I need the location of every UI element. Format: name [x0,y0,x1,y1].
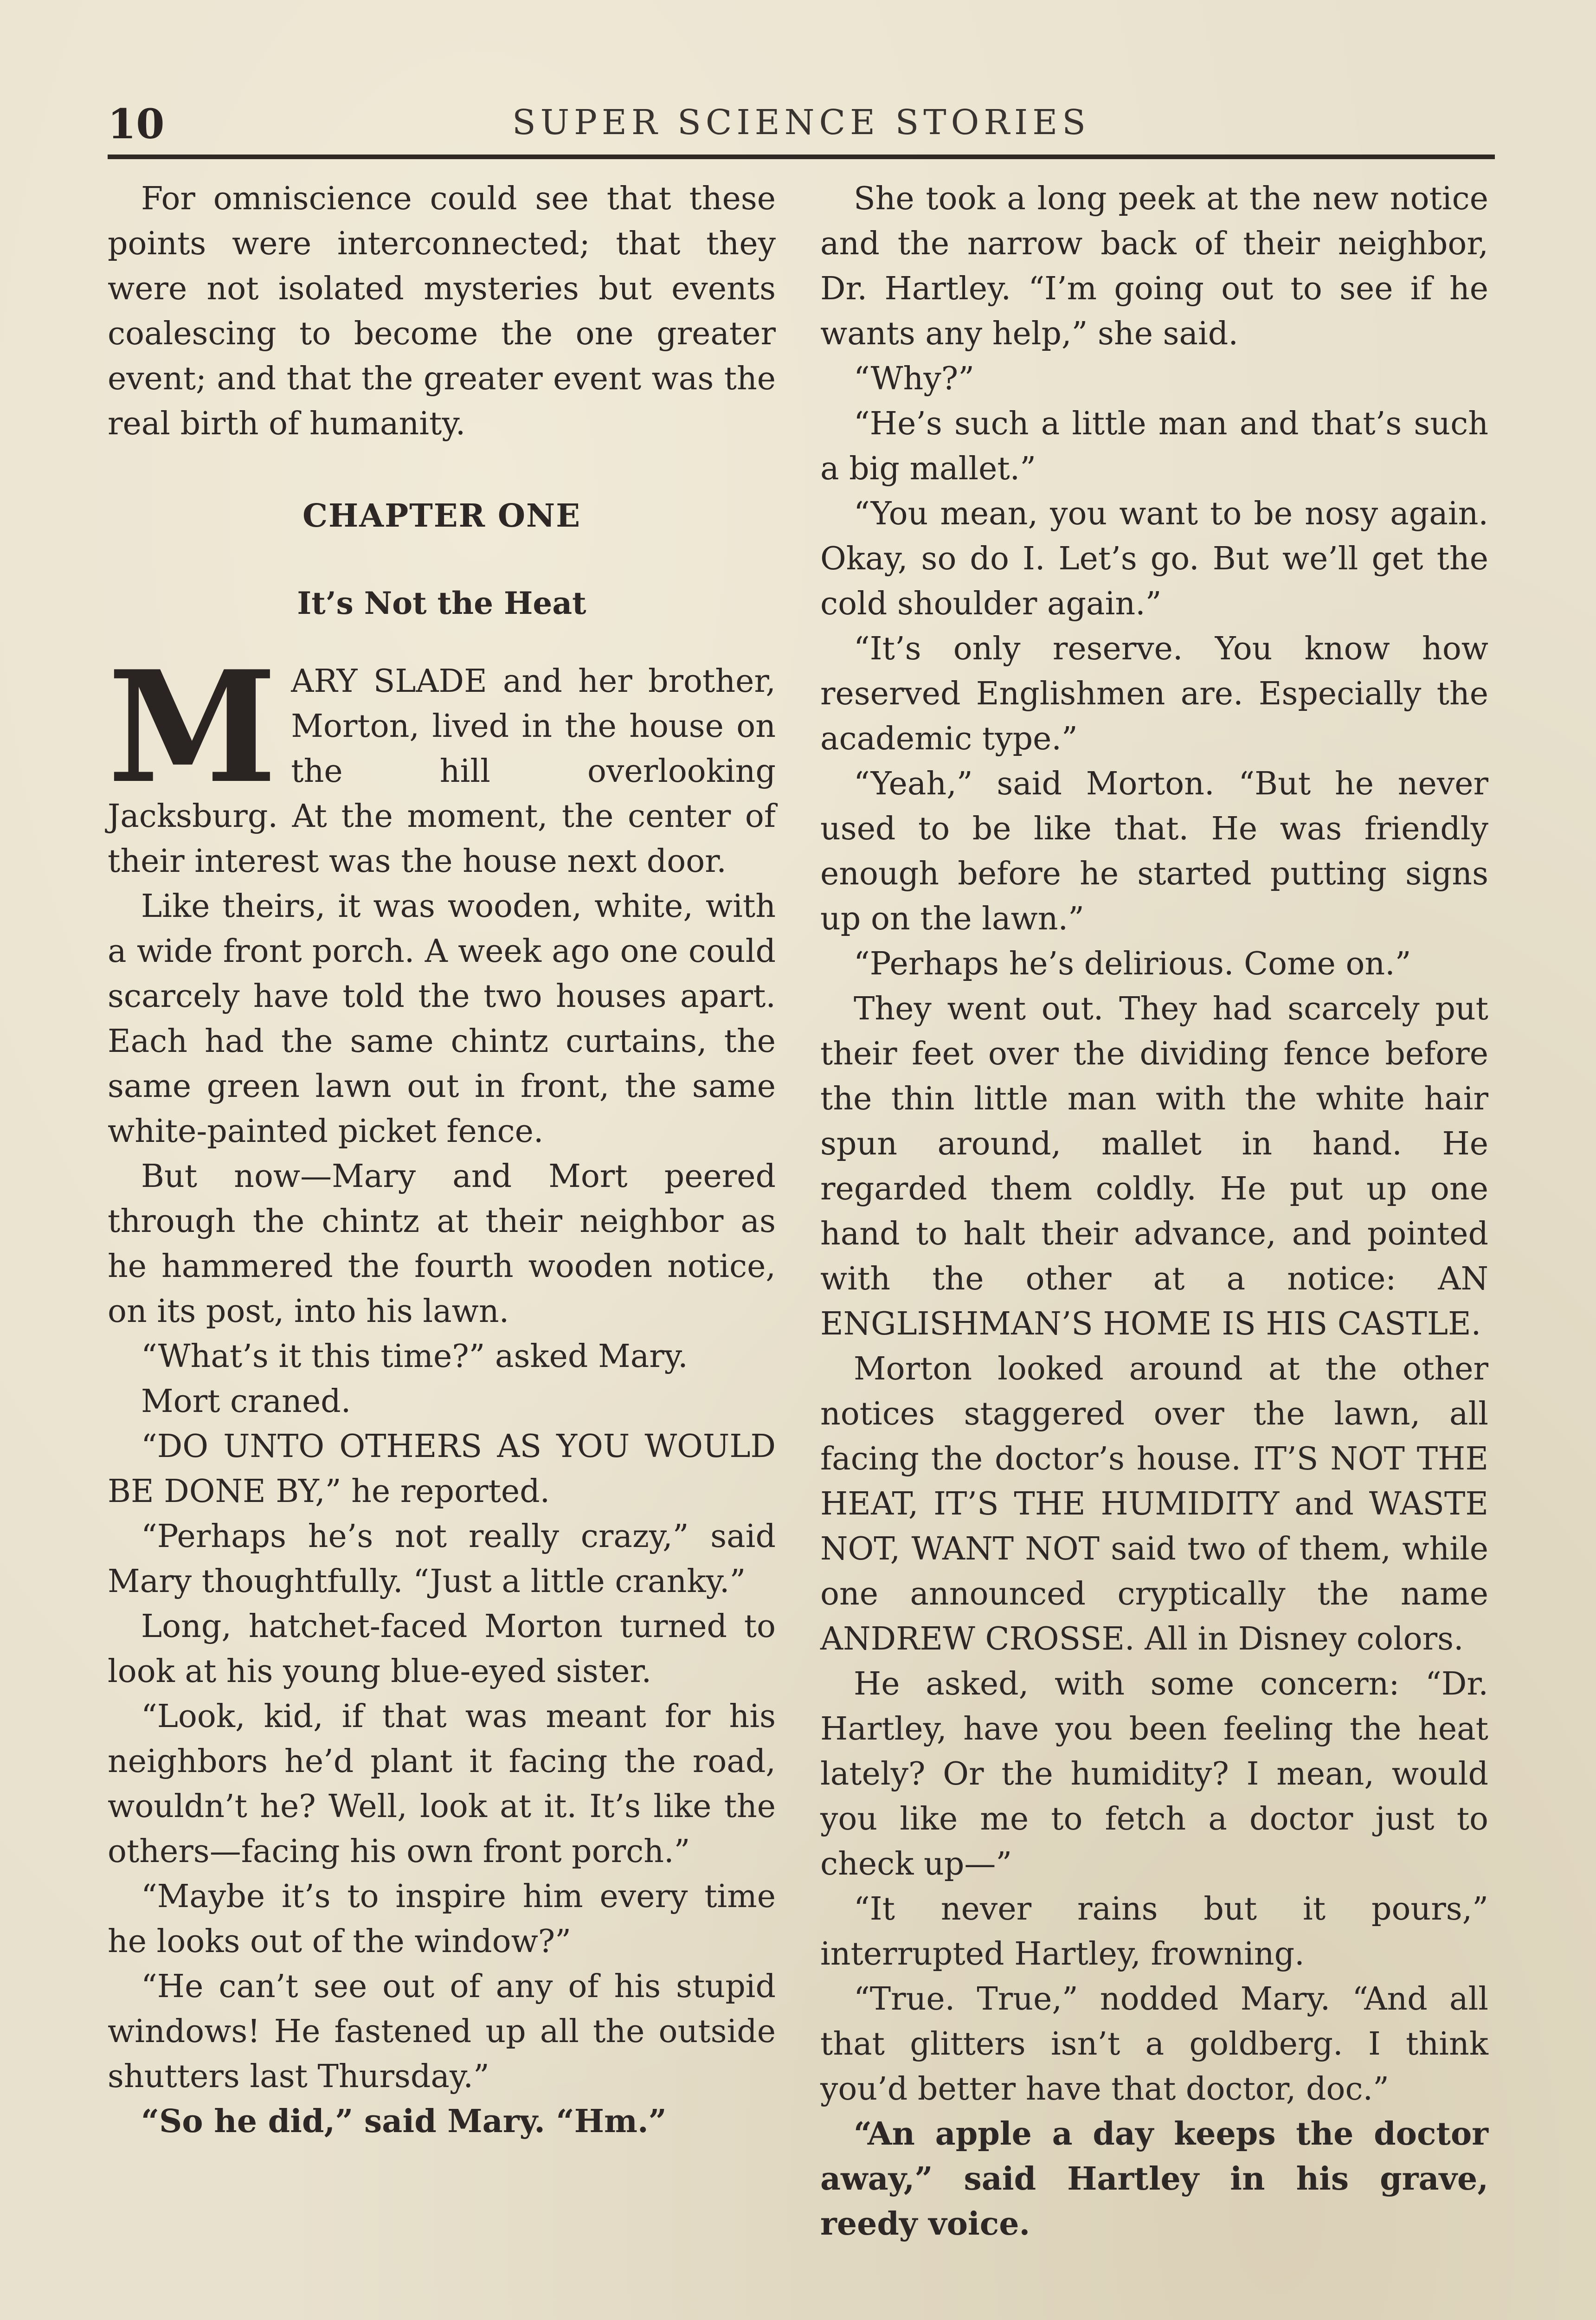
running-head: SUPER SCIENCE STORIES [512,103,1090,142]
paragraph: “True. True,” nodded Mary. “And all that glitters isn’t a goldberg. I think you’d better have that doctor, doc.” [820,1981,1488,2107]
drop-cap: M [108,637,277,817]
paragraph: Mort craned. [141,1383,351,1420]
opening-paragraph [108,637,776,884]
intro-paragraph: For omniscience could see that these points were interconnected; that they were not isolated mysteries but events coalescing to become the one greater event; and that the greater event was the real birth of humanity. [108,180,776,442]
paragraph: “Maybe it’s to inspire him every time he looks out of the window?” [108,1878,776,1960]
page-header [108,100,1495,155]
paragraph: Long, hatchet-faced Morton turned to look at his young blue-eyed sister. [108,1608,776,1690]
paragraph: “He can’t see out of any of his stupid windows! He fastened up all the outside shutters last Thursday.” [108,1968,776,2095]
paragraph: “Yeah,” said Morton. “But he never used to be like that. He was friendly enough before he started putting signs up on the lawn.” [820,766,1488,937]
paragraph: Morton looked around at the other notices staggered over the lawn, all facing the doctor’s house. IT’S NOT THE HEAT, IT’S THE HUMIDITY and WASTE NOT, WANT NOT said two of them, while one announced cryptically the name ANDREW CROSSE. All in Disney colors. [820,1351,1488,1657]
paragraph: “So he did,” said Mary. “Hm.” [141,2103,667,2140]
left-column [108,176,776,2144]
right-column [820,176,1488,2247]
paragraph: “It’s only reserve. You know how reserved Englishmen are. Especially the academic type.” [820,631,1488,757]
paragraph: “DO UNTO OTHERS AS YOU WOULD BE DONE BY,” he reported. [108,1428,776,1510]
paragraph: But now—Mary and Mort peered through the chintz at their neighbor as he hammered the fourth wooden notice, on its post, into his lawn. [108,1158,776,1330]
paragraph: “Perhaps he’s delirious. Come on.” [854,946,1411,982]
paragraph: “It never rains but it pours,” interrupted Hartley, frowning. [820,1891,1488,1972]
opening-paragraph-text: ARY SLADE and her brother, Morton, lived in the house on the hill overlooking Jacksburg. At the moment, the center of their interest was the house next door. [108,663,776,880]
paragraph: “Perhaps he’s not really crazy,” said Mary thoughtfully. “Just a little cranky.” [108,1518,776,1600]
paragraph: He asked, with some concern: “Dr. Hartley, have you been feeling the heat lately? Or the humidity? I mean, would you like me to fetch a doctor just to check up—” [820,1666,1488,1882]
page-number: 10 [108,100,165,148]
paragraph: She took a long peek at the new notice and the narrow back of their neighbor, Dr. Hartley. “I’m going out to see if he wants any help,” she said. [820,180,1488,352]
paragraph: “Look, kid, if that was meant for his neighbors he’d plant it facing the road, wouldn’t he? Well, look at it. It’s like the others—facing his own front porch.” [108,1698,776,1870]
header-rule [108,155,1495,159]
chapter-title: It’s Not the Heat [297,585,586,621]
chapter-heading: CHAPTER ONE [302,497,581,535]
paragraph: “What’s it this time?” asked Mary. [141,1338,688,1375]
paragraph: “You mean, you want to be nosy again. Okay, so do I. Let’s go. But we’ll get the cold shoulder again.” [820,496,1488,622]
paragraph: “He’s such a little man and that’s such a big mallet.” [820,406,1488,487]
paragraph: Like theirs, it was wooden, white, with a wide front porch. A week ago one could scarcely have told the two houses apart. Each had the same chintz curtains, the same green lawn out in front, the same white-painted picket fence. [108,888,776,1150]
paragraph: They went out. They had scarcely put their feet over the dividing fence before the thin little man with the white hair spun around, mallet in hand. He regarded them coldly. He put up one hand to halt their advance, and pointed with the other at a notice: AN ENGLISHMAN’S HOME IS HIS CASTLE. [820,991,1488,1342]
paragraph: “Why?” [854,361,974,397]
paragraph: “An apple a day keeps the doctor away,” said Hartley in his grave, reedy voice. [820,2115,1488,2243]
